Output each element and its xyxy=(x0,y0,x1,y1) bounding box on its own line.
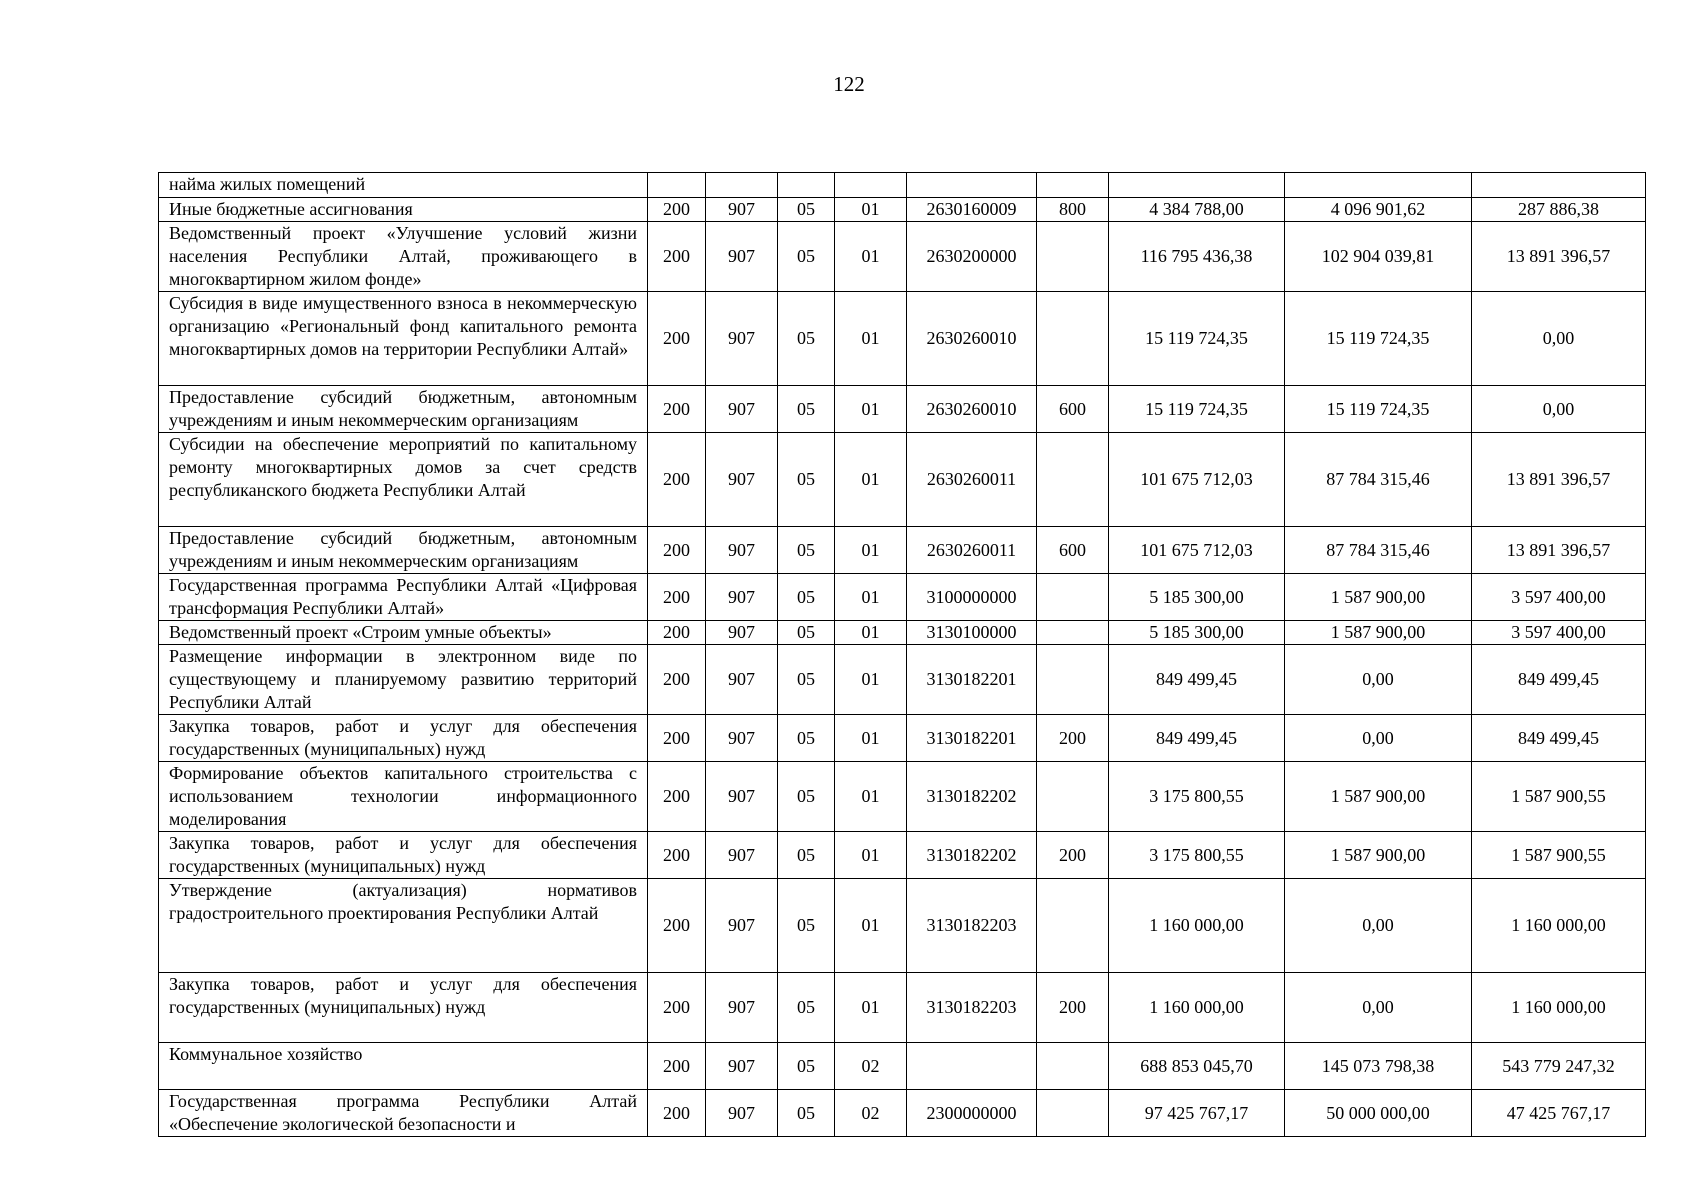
table-row xyxy=(159,832,1646,879)
section-code: 200 xyxy=(648,621,706,645)
amount-remaining: 3 597 400,00 xyxy=(1472,574,1646,621)
row-description: Государственная программа Республики Алтай «Цифровая трансформация Республики Алтай» xyxy=(159,574,648,621)
row-description: Закупка товаров, работ и услуг для обеспечения государственных (муниципальных) нужд xyxy=(159,715,648,762)
expense-type xyxy=(1037,1090,1109,1137)
ministry-code: 907 xyxy=(706,1043,778,1090)
amount-executed: 1 587 900,00 xyxy=(1285,832,1472,879)
row-description: Предоставление субсидий бюджетным, автономным учреждениям и иным некоммерческим организациям xyxy=(159,386,648,433)
subsection-code: 01 xyxy=(835,879,907,973)
target-article: 2630260011 xyxy=(907,527,1037,574)
ministry-code: 907 xyxy=(706,762,778,832)
amount-remaining: 849 499,45 xyxy=(1472,645,1646,715)
amount-executed: 15 119 724,35 xyxy=(1285,292,1472,386)
ministry-code: 907 xyxy=(706,621,778,645)
expense-type xyxy=(1037,222,1109,292)
chapter-code: 05 xyxy=(778,715,835,762)
amount-plan: 15 119 724,35 xyxy=(1109,386,1285,433)
amount-remaining: 543 779 247,32 xyxy=(1472,1043,1646,1090)
amount-plan xyxy=(1109,173,1285,198)
table-row xyxy=(159,173,1646,198)
section-code: 200 xyxy=(648,527,706,574)
row-description: Формирование объектов капитального строительства с использованием технологии информационного моделирования xyxy=(159,762,648,832)
amount-executed: 15 119 724,35 xyxy=(1285,386,1472,433)
table-row xyxy=(159,433,1646,527)
subsection-code: 01 xyxy=(835,574,907,621)
row-description: Государственная программа Республики Алтай «Обеспечение экологической безопасности и xyxy=(159,1090,648,1137)
expense-type xyxy=(1037,762,1109,832)
table-body xyxy=(159,173,1646,1137)
amount-remaining: 47 425 767,17 xyxy=(1472,1090,1646,1137)
amount-plan: 1 160 000,00 xyxy=(1109,973,1285,1043)
target-article: 3130182201 xyxy=(907,645,1037,715)
target-article: 3130182202 xyxy=(907,762,1037,832)
chapter-code: 05 xyxy=(778,762,835,832)
subsection-code: 02 xyxy=(835,1043,907,1090)
section-code: 200 xyxy=(648,715,706,762)
chapter-code: 05 xyxy=(778,879,835,973)
section-code: 200 xyxy=(648,433,706,527)
amount-plan: 101 675 712,03 xyxy=(1109,527,1285,574)
amount-plan: 4 384 788,00 xyxy=(1109,198,1285,222)
chapter-code: 05 xyxy=(778,292,835,386)
row-description: найма жилых помещений xyxy=(159,173,648,198)
subsection-code: 01 xyxy=(835,621,907,645)
row-description: Предоставление субсидий бюджетным, автономным учреждениям и иным некоммерческим организациям xyxy=(159,527,648,574)
amount-remaining: 3 597 400,00 xyxy=(1472,621,1646,645)
section-code: 200 xyxy=(648,973,706,1043)
chapter-code: 05 xyxy=(778,1043,835,1090)
amount-remaining: 1 587 900,55 xyxy=(1472,762,1646,832)
amount-executed: 1 587 900,00 xyxy=(1285,621,1472,645)
table-row xyxy=(159,762,1646,832)
amount-plan: 97 425 767,17 xyxy=(1109,1090,1285,1137)
chapter-code xyxy=(778,173,835,198)
subsection-code: 01 xyxy=(835,222,907,292)
row-description: Закупка товаров, работ и услуг для обеспечения государственных (муниципальных) нужд xyxy=(159,973,648,1043)
row-description: Закупка товаров, работ и услуг для обеспечения государственных (муниципальных) нужд xyxy=(159,832,648,879)
amount-remaining: 13 891 396,57 xyxy=(1472,527,1646,574)
amount-executed: 0,00 xyxy=(1285,645,1472,715)
table-row xyxy=(159,973,1646,1043)
section-code: 200 xyxy=(648,762,706,832)
amount-remaining: 0,00 xyxy=(1472,292,1646,386)
amount-plan: 3 175 800,55 xyxy=(1109,762,1285,832)
section-code: 200 xyxy=(648,1043,706,1090)
expense-type xyxy=(1037,645,1109,715)
target-article xyxy=(907,173,1037,198)
expense-type xyxy=(1037,433,1109,527)
target-article: 2630260010 xyxy=(907,386,1037,433)
target-article: 3130100000 xyxy=(907,621,1037,645)
subsection-code: 01 xyxy=(835,386,907,433)
subsection-code: 01 xyxy=(835,292,907,386)
ministry-code: 907 xyxy=(706,527,778,574)
amount-executed: 87 784 315,46 xyxy=(1285,527,1472,574)
target-article: 2630260010 xyxy=(907,292,1037,386)
expense-type xyxy=(1037,173,1109,198)
amount-executed: 1 587 900,00 xyxy=(1285,574,1472,621)
amount-remaining: 0,00 xyxy=(1472,386,1646,433)
target-article: 3130182202 xyxy=(907,832,1037,879)
amount-plan: 3 175 800,55 xyxy=(1109,832,1285,879)
amount-executed xyxy=(1285,173,1472,198)
expense-type: 600 xyxy=(1037,527,1109,574)
subsection-code: 01 xyxy=(835,973,907,1043)
expense-type xyxy=(1037,1043,1109,1090)
section-code: 200 xyxy=(648,198,706,222)
amount-plan: 116 795 436,38 xyxy=(1109,222,1285,292)
table-row xyxy=(159,715,1646,762)
expense-type xyxy=(1037,574,1109,621)
row-description: Ведомственный проект «Строим умные объекты» xyxy=(159,621,648,645)
expense-type: 200 xyxy=(1037,973,1109,1043)
amount-plan: 101 675 712,03 xyxy=(1109,433,1285,527)
amount-remaining: 1 160 000,00 xyxy=(1472,973,1646,1043)
amount-plan: 849 499,45 xyxy=(1109,715,1285,762)
amount-plan: 688 853 045,70 xyxy=(1109,1043,1285,1090)
amount-executed: 1 587 900,00 xyxy=(1285,762,1472,832)
subsection-code xyxy=(835,173,907,198)
table-row xyxy=(159,527,1646,574)
chapter-code: 05 xyxy=(778,574,835,621)
target-article: 3130182203 xyxy=(907,973,1037,1043)
expense-type: 200 xyxy=(1037,832,1109,879)
amount-executed: 0,00 xyxy=(1285,715,1472,762)
chapter-code: 05 xyxy=(778,621,835,645)
target-article: 3130182201 xyxy=(907,715,1037,762)
table-row xyxy=(159,645,1646,715)
amount-plan: 1 160 000,00 xyxy=(1109,879,1285,973)
section-code: 200 xyxy=(648,574,706,621)
chapter-code: 05 xyxy=(778,222,835,292)
table-row xyxy=(159,621,1646,645)
ministry-code: 907 xyxy=(706,879,778,973)
table-row xyxy=(159,222,1646,292)
amount-plan: 849 499,45 xyxy=(1109,645,1285,715)
table-row xyxy=(159,1090,1646,1137)
chapter-code: 05 xyxy=(778,832,835,879)
amount-plan: 15 119 724,35 xyxy=(1109,292,1285,386)
ministry-code: 907 xyxy=(706,645,778,715)
target-article: 3130182203 xyxy=(907,879,1037,973)
amount-plan: 5 185 300,00 xyxy=(1109,621,1285,645)
amount-executed: 0,00 xyxy=(1285,879,1472,973)
subsection-code: 01 xyxy=(835,433,907,527)
target-article xyxy=(907,1043,1037,1090)
table-row xyxy=(159,574,1646,621)
amount-plan: 5 185 300,00 xyxy=(1109,574,1285,621)
ministry-code: 907 xyxy=(706,1090,778,1137)
amount-executed: 87 784 315,46 xyxy=(1285,433,1472,527)
ministry-code xyxy=(706,173,778,198)
chapter-code: 05 xyxy=(778,198,835,222)
ministry-code: 907 xyxy=(706,222,778,292)
target-article: 2630200000 xyxy=(907,222,1037,292)
table-row xyxy=(159,292,1646,386)
section-code: 200 xyxy=(648,879,706,973)
row-description: Субсидия в виде имущественного взноса в некоммерческую организацию «Региональный фонд капитального ремонта многоквартирных домов на территории Республики Алтай» xyxy=(159,292,648,386)
table-row xyxy=(159,1043,1646,1090)
amount-executed: 0,00 xyxy=(1285,973,1472,1043)
expense-type: 600 xyxy=(1037,386,1109,433)
row-description: Субсидии на обеспечение мероприятий по капитальному ремонту многоквартирных домов за счет средств республиканского бюджета Республики Алтай xyxy=(159,433,648,527)
subsection-code: 01 xyxy=(835,762,907,832)
amount-executed: 145 073 798,38 xyxy=(1285,1043,1472,1090)
amount-remaining xyxy=(1472,173,1646,198)
ministry-code: 907 xyxy=(706,386,778,433)
section-code: 200 xyxy=(648,386,706,433)
section-code: 200 xyxy=(648,832,706,879)
target-article: 2300000000 xyxy=(907,1090,1037,1137)
table-row xyxy=(159,386,1646,433)
chapter-code: 05 xyxy=(778,973,835,1043)
amount-executed: 4 096 901,62 xyxy=(1285,198,1472,222)
target-article: 3100000000 xyxy=(907,574,1037,621)
budget-table xyxy=(158,172,1646,1137)
page-number: 122 xyxy=(833,72,865,96)
row-description: Размещение информации в электронном виде по существующему и планируемому развитию территорий Республики Алтай xyxy=(159,645,648,715)
chapter-code: 05 xyxy=(778,527,835,574)
amount-remaining: 287 886,38 xyxy=(1472,198,1646,222)
ministry-code: 907 xyxy=(706,973,778,1043)
expense-type: 800 xyxy=(1037,198,1109,222)
ministry-code: 907 xyxy=(706,574,778,621)
row-description: Ведомственный проект «Улучшение условий жизни населения Республики Алтай, проживающего в многоквартирном жилом фонде» xyxy=(159,222,648,292)
amount-executed: 102 904 039,81 xyxy=(1285,222,1472,292)
amount-remaining: 1 587 900,55 xyxy=(1472,832,1646,879)
subsection-code: 01 xyxy=(835,527,907,574)
section-code: 200 xyxy=(648,292,706,386)
amount-executed: 50 000 000,00 xyxy=(1285,1090,1472,1137)
ministry-code: 907 xyxy=(706,832,778,879)
subsection-code: 02 xyxy=(835,1090,907,1137)
chapter-code: 05 xyxy=(778,1090,835,1137)
expense-type xyxy=(1037,292,1109,386)
table-row xyxy=(159,198,1646,222)
section-code: 200 xyxy=(648,222,706,292)
ministry-code: 907 xyxy=(706,198,778,222)
row-description: Коммунальное хозяйство xyxy=(159,1043,648,1090)
subsection-code: 01 xyxy=(835,645,907,715)
section-code: 200 xyxy=(648,1090,706,1137)
subsection-code: 01 xyxy=(835,198,907,222)
expense-type: 200 xyxy=(1037,715,1109,762)
chapter-code: 05 xyxy=(778,386,835,433)
chapter-code: 05 xyxy=(778,433,835,527)
amount-remaining: 13 891 396,57 xyxy=(1472,433,1646,527)
subsection-code: 01 xyxy=(835,715,907,762)
amount-remaining: 1 160 000,00 xyxy=(1472,879,1646,973)
amount-remaining: 849 499,45 xyxy=(1472,715,1646,762)
ministry-code: 907 xyxy=(706,433,778,527)
ministry-code: 907 xyxy=(706,292,778,386)
row-description: Утверждение (актуализация) нормативов градостроительного проектирования Республики Алтай xyxy=(159,879,648,973)
amount-remaining: 13 891 396,57 xyxy=(1472,222,1646,292)
section-code: 200 xyxy=(648,645,706,715)
expense-type xyxy=(1037,879,1109,973)
chapter-code: 05 xyxy=(778,645,835,715)
subsection-code: 01 xyxy=(835,832,907,879)
target-article: 2630260011 xyxy=(907,433,1037,527)
target-article: 2630160009 xyxy=(907,198,1037,222)
expense-type xyxy=(1037,621,1109,645)
row-description: Иные бюджетные ассигнования xyxy=(159,198,648,222)
table-row xyxy=(159,879,1646,973)
section-code xyxy=(648,173,706,198)
ministry-code: 907 xyxy=(706,715,778,762)
